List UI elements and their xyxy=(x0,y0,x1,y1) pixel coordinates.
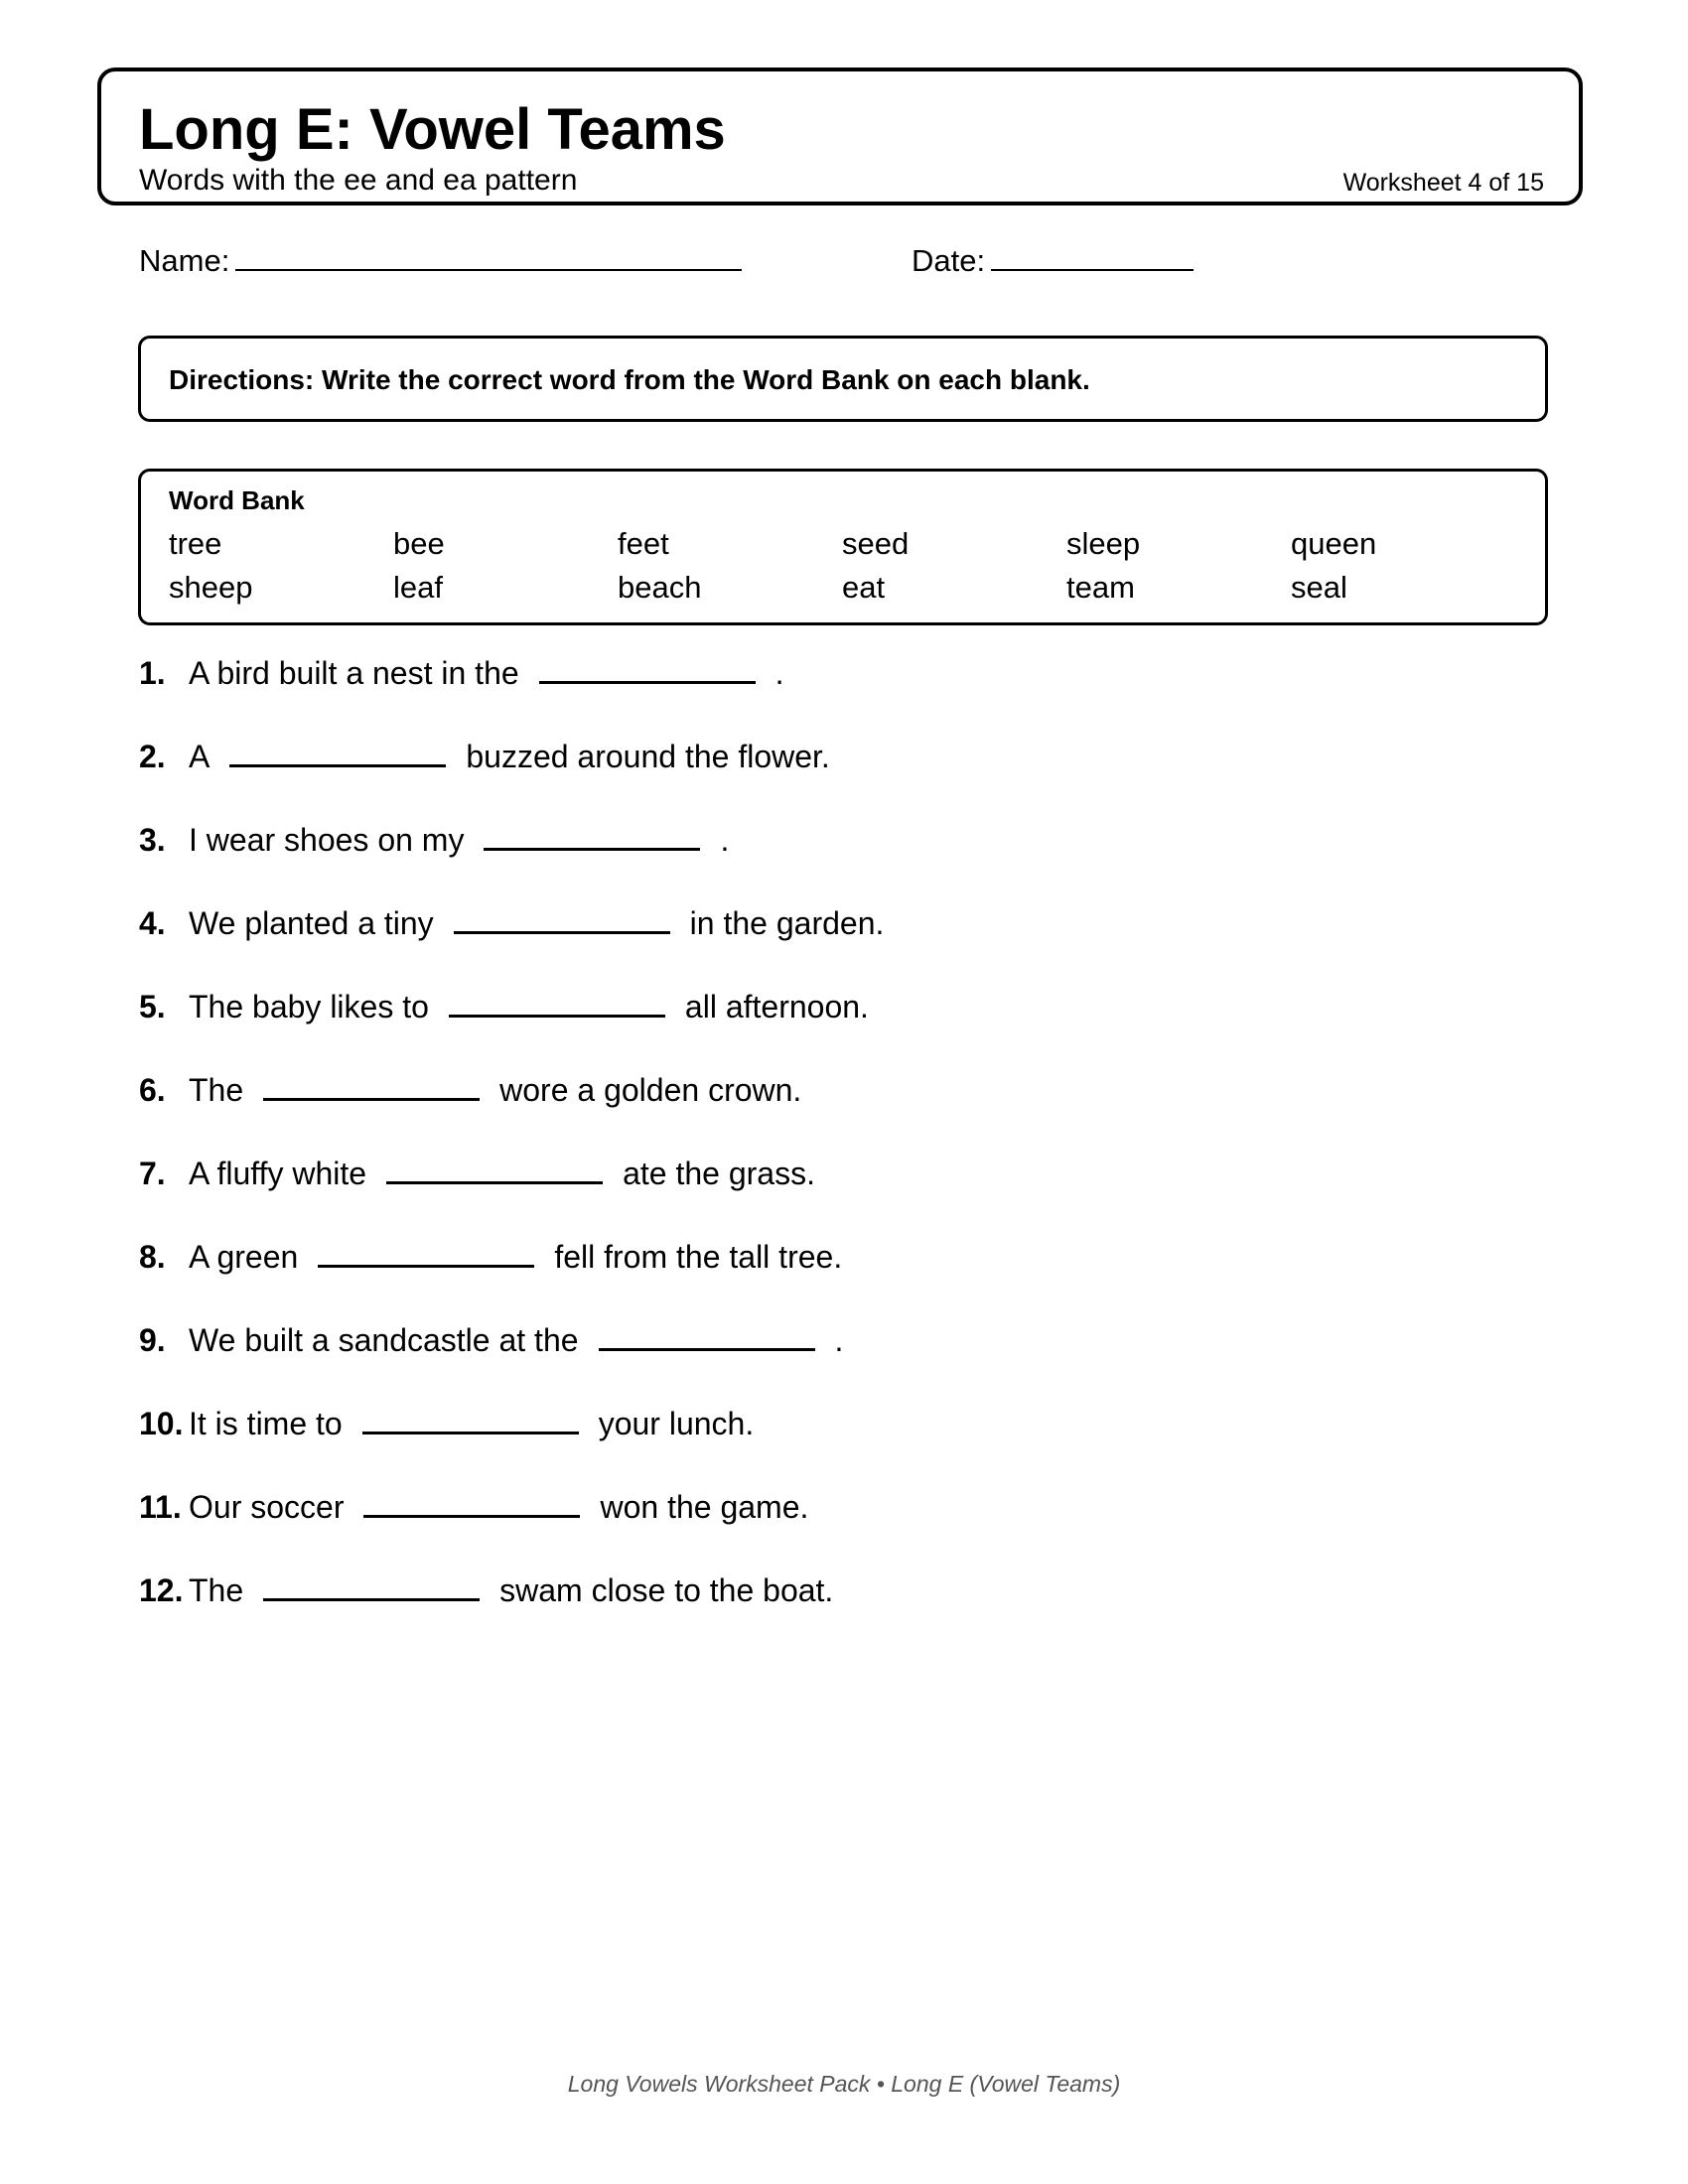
page-title: Long E: Vowel Teams xyxy=(139,97,726,162)
word-bank-word: seed xyxy=(842,526,910,561)
word-bank-word: tree xyxy=(169,526,222,561)
question-text-after: swam close to the boat. xyxy=(499,1572,834,1608)
question-text-after: . xyxy=(720,822,730,858)
question-number: 8. xyxy=(139,1239,166,1275)
answer-blank[interactable] xyxy=(263,1068,480,1101)
question-item xyxy=(139,1231,1529,1314)
question-text-after: your lunch. xyxy=(598,1406,755,1441)
question-text-before: The xyxy=(189,1072,244,1108)
word-bank-word: beach xyxy=(618,570,702,605)
question-text-before: A bird built a nest in the xyxy=(189,655,519,691)
word-bank-word: bee xyxy=(393,526,445,561)
word-bank-word: queen xyxy=(1291,526,1377,561)
answer-blank[interactable] xyxy=(318,1235,534,1268)
question-text-before: The xyxy=(189,1572,244,1608)
question-number: 9. xyxy=(139,1322,166,1358)
word-bank-word: sleep xyxy=(1066,526,1141,561)
word-bank-word: seal xyxy=(1291,570,1347,605)
word-bank-title: Word Bank xyxy=(169,485,305,515)
question-number: 6. xyxy=(139,1072,166,1108)
question-item xyxy=(139,1398,1529,1481)
question-number: 1. xyxy=(139,655,166,691)
date-label: Date: xyxy=(912,243,986,278)
answer-blank[interactable] xyxy=(363,1485,580,1518)
question-text-before: We built a sandcastle at the xyxy=(189,1322,579,1358)
question-item xyxy=(139,1565,1529,1648)
date-field[interactable] xyxy=(912,239,1194,280)
question-text-after: ate the grass. xyxy=(623,1156,815,1191)
question-item xyxy=(139,647,1529,731)
name-label: Name: xyxy=(139,243,230,278)
question-text-after: buzzed around the flower. xyxy=(466,739,830,774)
answer-blank[interactable] xyxy=(539,651,756,684)
name-blank[interactable] xyxy=(235,239,742,271)
question-text-after: in the garden. xyxy=(689,905,885,941)
answer-blank[interactable] xyxy=(599,1318,815,1351)
question-number: 4. xyxy=(139,905,166,941)
page-subtitle: Words with the ee and ea pattern xyxy=(139,164,578,197)
question-item xyxy=(139,1148,1529,1231)
question-number: 7. xyxy=(139,1156,166,1191)
question-item xyxy=(139,731,1529,814)
question-text-before: A fluffy white xyxy=(189,1156,367,1191)
question-item xyxy=(139,981,1529,1064)
question-text-after: won the game. xyxy=(600,1489,809,1525)
directions-text: Directions: Write the correct word from the Word Bank on each blank. xyxy=(169,364,1090,395)
question-item xyxy=(139,897,1529,981)
page-footer: Long Vowels Worksheet Pack • Long E (Vowel Teams) xyxy=(567,2071,1121,2097)
word-bank-word: sheep xyxy=(169,570,253,605)
question-text-after: fell from the tall tree. xyxy=(554,1239,843,1275)
question-text-before: A xyxy=(189,739,211,774)
question-item xyxy=(139,814,1529,897)
question-number: 5. xyxy=(139,989,166,1024)
question-number: 2. xyxy=(139,739,166,774)
question-number: 3. xyxy=(139,822,166,858)
worksheet-number: Worksheet 4 of 15 xyxy=(1342,169,1544,197)
answer-blank[interactable] xyxy=(454,901,670,934)
question-list xyxy=(139,647,1529,1648)
question-text-before: We planted a tiny xyxy=(189,905,434,941)
name-field[interactable] xyxy=(139,239,742,280)
question-text-after: . xyxy=(834,1322,844,1358)
answer-blank[interactable] xyxy=(229,735,446,767)
answer-blank[interactable] xyxy=(386,1152,603,1184)
question-item xyxy=(139,1481,1529,1565)
question-number: 11. xyxy=(139,1489,182,1525)
answer-blank[interactable] xyxy=(362,1402,579,1434)
question-text-before: Our soccer xyxy=(189,1489,345,1525)
question-text-after: all afternoon. xyxy=(684,989,869,1024)
date-blank[interactable] xyxy=(991,239,1194,271)
answer-blank[interactable] xyxy=(484,818,700,851)
question-number: 10. xyxy=(139,1406,184,1441)
question-text-after: wore a golden crown. xyxy=(499,1072,802,1108)
question-text-before: The baby likes to xyxy=(189,989,429,1024)
question-text-before: I wear shoes on my xyxy=(189,822,465,858)
answer-blank[interactable] xyxy=(263,1569,480,1601)
word-bank-grid xyxy=(169,522,1521,610)
word-bank-word: team xyxy=(1066,570,1135,605)
question-item xyxy=(139,1314,1529,1398)
question-text-after: . xyxy=(774,655,784,691)
question-number: 12. xyxy=(139,1572,184,1608)
question-text-before: A green xyxy=(189,1239,299,1275)
question-text-before: It is time to xyxy=(189,1406,343,1441)
word-bank-word: leaf xyxy=(393,570,443,605)
word-bank-word: eat xyxy=(842,570,886,605)
question-item xyxy=(139,1064,1529,1148)
answer-blank[interactable] xyxy=(449,985,665,1018)
word-bank-word: feet xyxy=(618,526,669,561)
